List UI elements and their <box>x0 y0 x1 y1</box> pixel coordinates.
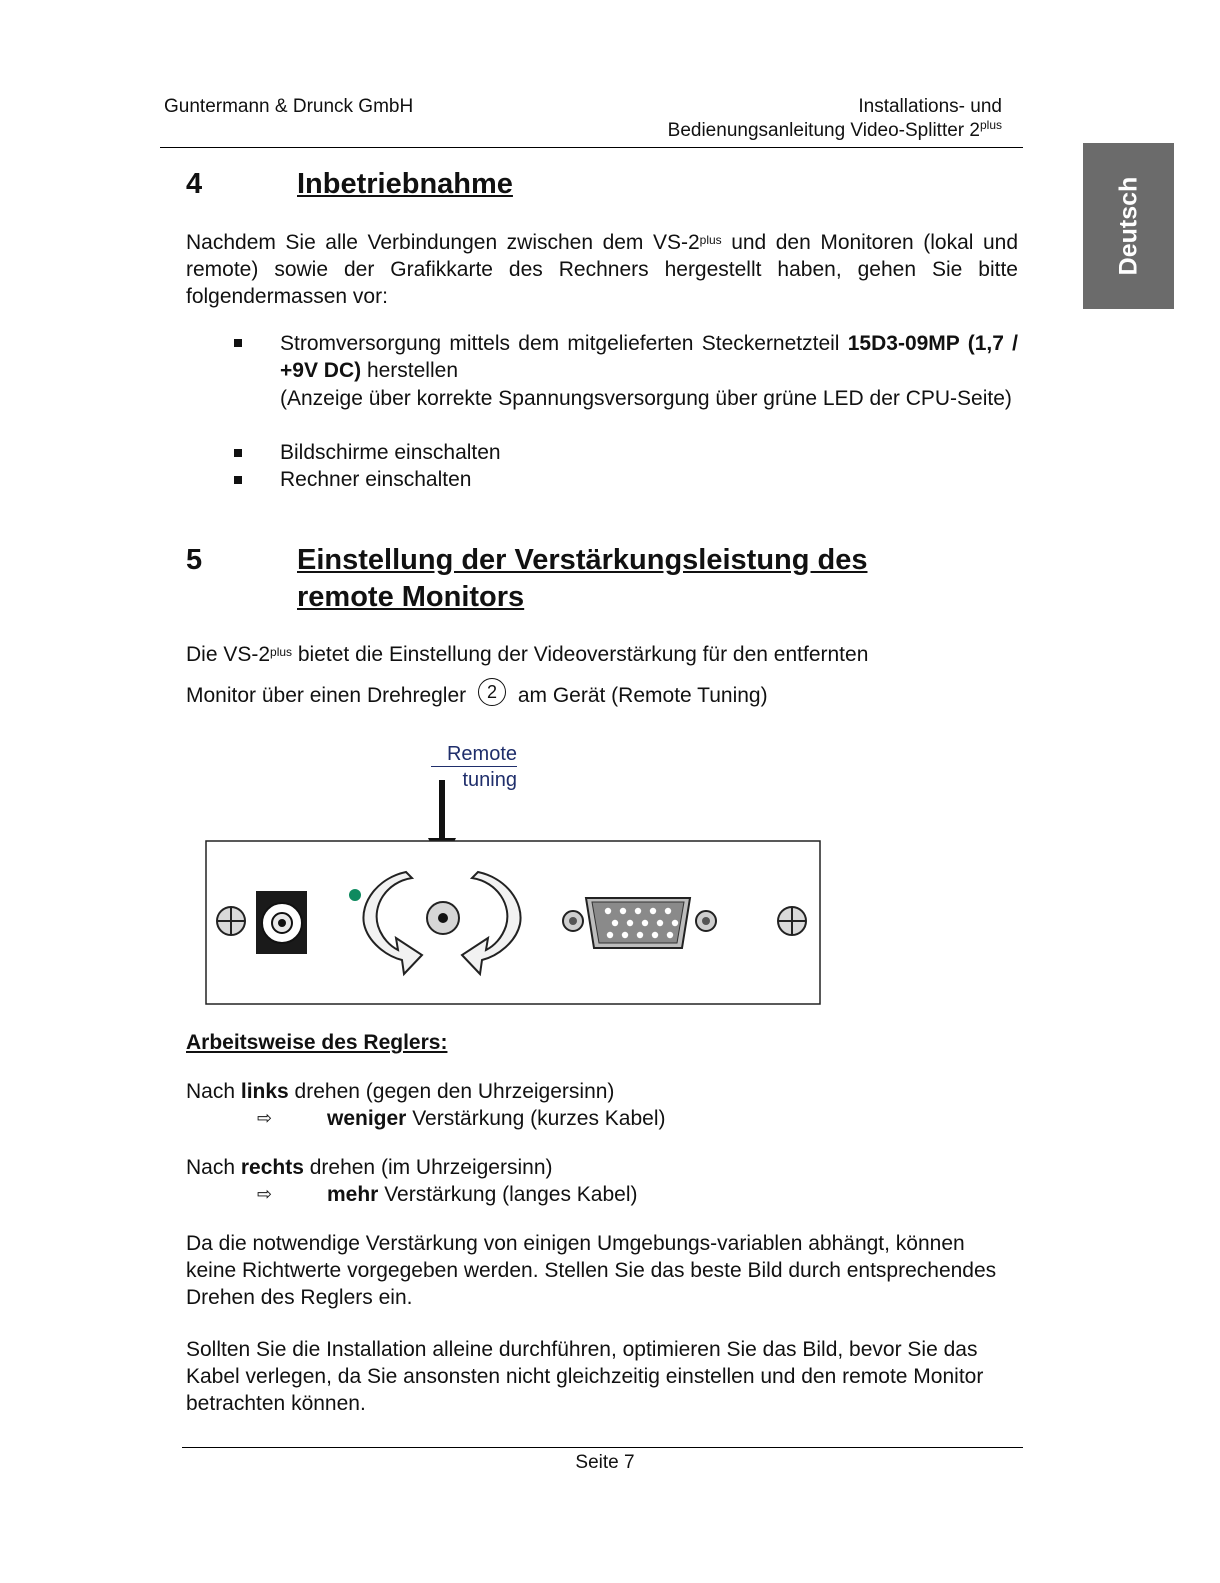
section-4-number: 4 <box>186 168 203 200</box>
device-panel-diagram <box>200 778 830 1010</box>
language-tab-label: Deutsch <box>1114 176 1142 276</box>
header-rule <box>160 147 1023 148</box>
section-5-intro-line2: Monitor über einen Drehregler 2 am Gerät (Remote Tuning) <box>186 682 768 710</box>
remote-tuning-label-line2: tuning <box>462 769 517 791</box>
page-number: Seite 7 <box>575 1452 635 1473</box>
header-company: Guntermann & Drunck GmbH <box>164 96 414 117</box>
regler-heading: Arbeitsweise des Reglers: <box>186 1031 448 1054</box>
section-5-intro-line1: Die $VS-2^{plus}$ bietet die Einstellung der Videoverstärkung für den entfernten <box>186 643 869 666</box>
bullet-monitors: Bildschirme einschalten <box>280 441 501 464</box>
language-tab <box>1083 143 1174 309</box>
section-5-title-line2: remote Monitors <box>297 581 525 613</box>
section-5-number: 5 <box>186 544 203 576</box>
led-icon <box>349 889 361 901</box>
header-title-line1: Installations- und <box>858 96 1002 117</box>
section-4-intro: Nachdem Sie alle Verbindungen zwischen dem $VS-2^{plus}$ und den Monitoren (lokal und remote) sowie der Grafikkarte des Rechners hergestellt haben, gehen Sie bitte folgendermassen vor: <box>186 231 1018 308</box>
bullet-marker <box>234 339 242 347</box>
section-5-title-line1: Einstellung der Verstärkungsleistung des <box>297 544 868 576</box>
turn-left-text: Nach links drehen (gegen den Uhrzeigersinn) <box>186 1080 615 1103</box>
bullet-power: Stromversorgung mittels dem mitgelieferten Steckernetzteil 15D3-09MP (1,7 / +9V DC) herstellen <box>280 332 1018 382</box>
right-arrow-icon: ⇨ <box>257 1184 273 1205</box>
remote-tuning-label-line1: Remote <box>446 743 517 765</box>
bullet-marker <box>234 476 242 484</box>
turn-left-result: weniger Verstärkung (kurzes Kabel) <box>327 1107 666 1130</box>
remote-label-underline <box>431 766 517 767</box>
right-arrow-icon: ⇨ <box>257 1108 273 1129</box>
bullet-power-note: (Anzeige über korrekte Spannungsversorgung über grüne LED der CPU-Seite) <box>280 387 1012 410</box>
footer-rule <box>182 1447 1023 1448</box>
screw-icon <box>778 907 806 935</box>
circled-number-icon: 2 <box>478 678 506 706</box>
paragraph-reference-values: Da die notwendige Verstärkung von einigen Umgebungs-variablen abhängt, können keine Richtwerte vorgegeben werden. Stellen Sie das beste Bild durch entsprechendes Drehen des Reglers ein. <box>186 1232 997 1309</box>
bullet-marker <box>234 449 242 457</box>
bullet-computer: Rechner einschalten <box>280 468 472 491</box>
header-title-line2: Bedienungsanleitung Video-Splitter $2^{plus}$ <box>667 118 1002 141</box>
paragraph-installation-tip: Sollten Sie die Installation alleine durchführen, optimieren Sie das Bild, bevor Sie das Kabel verlegen, da Sie ansonsten nicht gleichzeitig einstellen und den remote Monitor betrachten können. <box>186 1338 984 1415</box>
turn-right-result: mehr Verstärkung (langes Kabel) <box>327 1183 638 1206</box>
turn-right-text: Nach rechts drehen (im Uhrzeigersinn) <box>186 1156 553 1179</box>
section-4-title: Inbetriebnahme <box>297 168 513 200</box>
power-jack-icon <box>256 891 307 954</box>
screw-icon <box>217 907 245 935</box>
tuning-knob-icon <box>427 902 459 934</box>
